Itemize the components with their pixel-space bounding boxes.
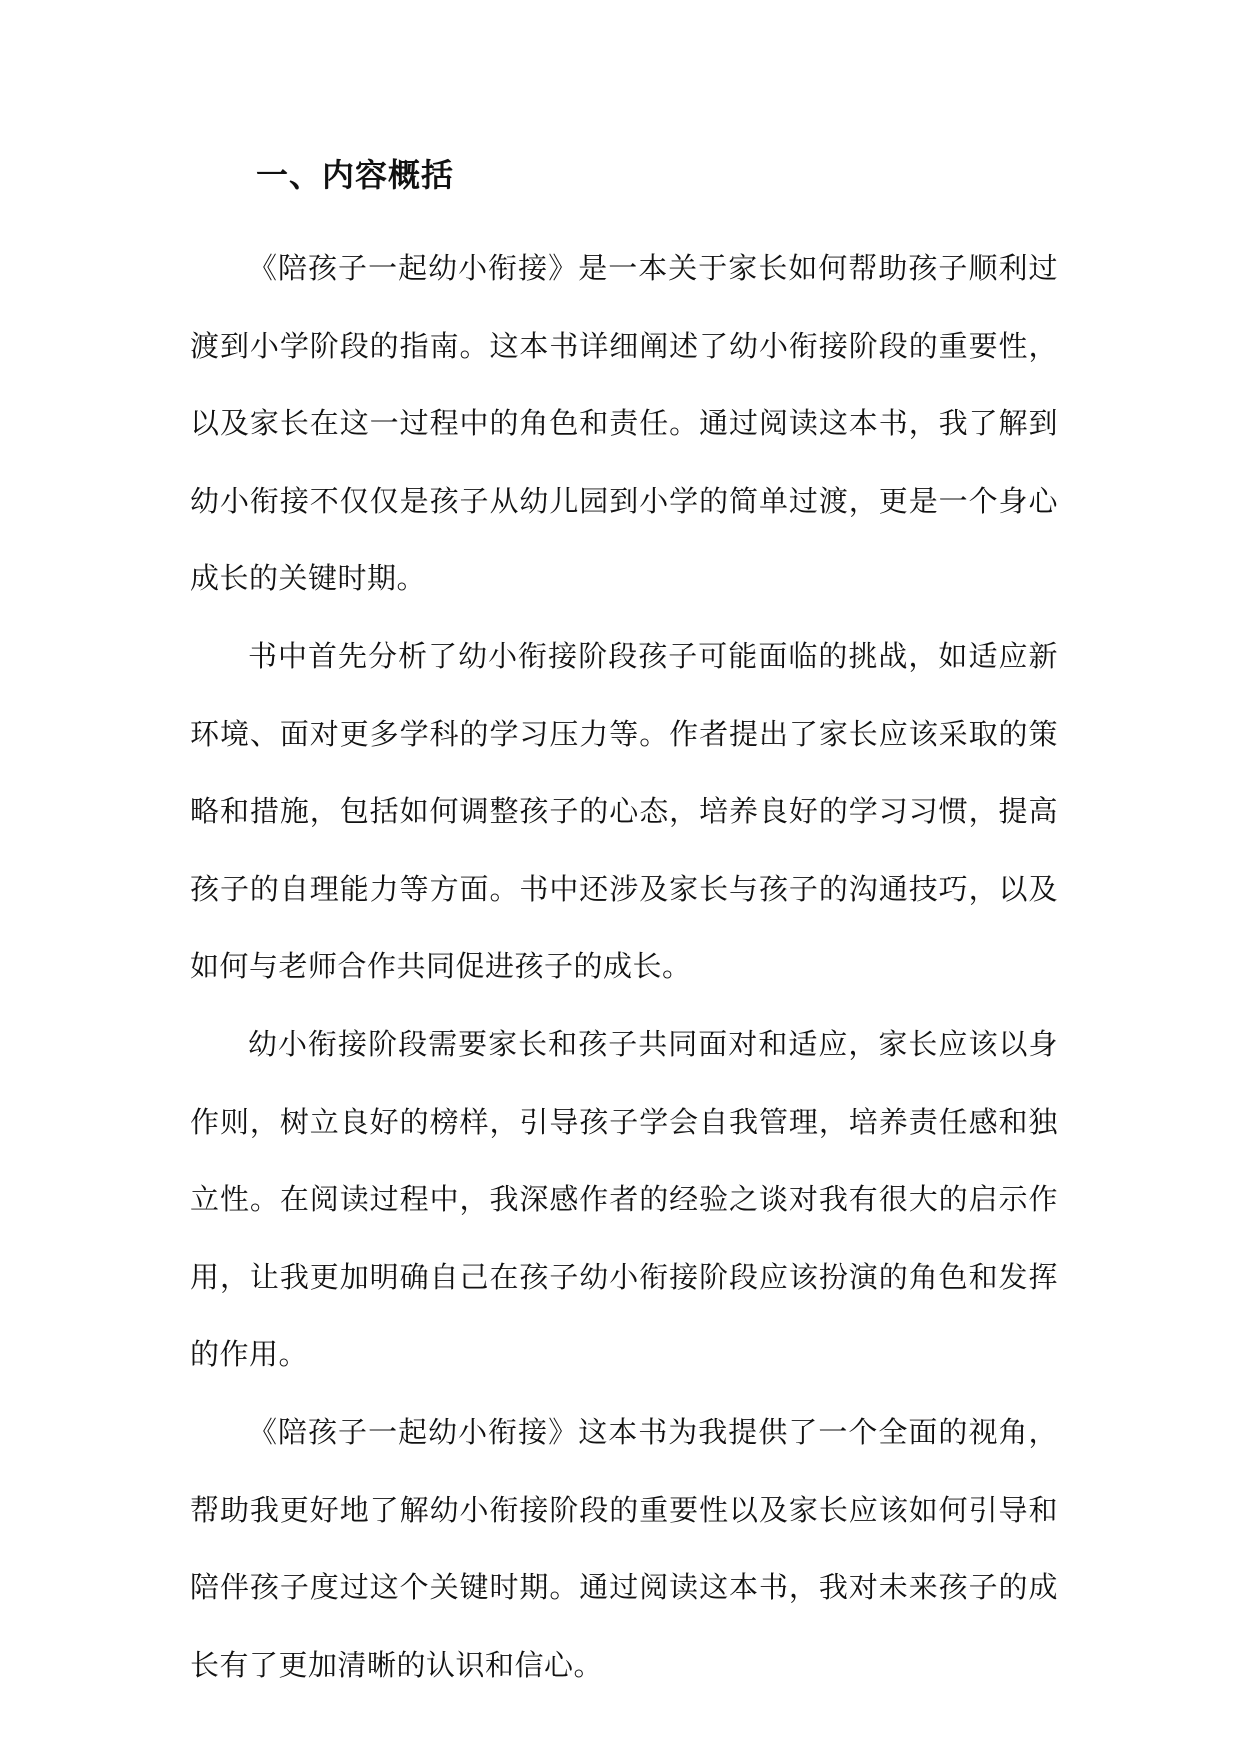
- paragraph-2: 书中首先分析了幼小衔接阶段孩子可能面临的挑战，如适应新环境、面对更多学科的学习压力等。作者提出了家长应该采取的策略和措施，包括如何调整孩子的心态，培养良好的学习习惯，提高孩子的自理能力等方面。书中还涉及家长与孩子的沟通技巧，以及如何与老师合作共同促进孩子的成长。: [190, 638, 1058, 984]
- paragraph-3: 幼小衔接阶段需要家长和孩子共同面对和适应，家长应该以身作则，树立良好的榜样，引导孩子学会自我管理，培养责任感和独立性。在阅读过程中，我深感作者的经验之谈对我有很大的启示作用，让我更加明确自己在孩子幼小衔接阶段应该扮演的角色和发挥的作用。: [190, 1026, 1058, 1372]
- paragraph-1: 《陪孩子一起幼小衔接》是一本关于家长如何帮助孩子顺利过渡到小学阶段的指南。这本书详细阐述了幼小衔接阶段的重要性，以及家长在这一过程中的角色和责任。通过阅读这本书，我了解到幼小衔接不仅仅是孩子从幼儿园到小学的简单过渡，更是一个身心成长的关键时期。: [190, 251, 1058, 596]
- paragraph-4: 《陪孩子一起幼小衔接》这本书为我提供了一个全面的视角，帮助我更好地了解幼小衔接阶段的重要性以及家长应该如何引导和陪伴孩子度过这个关键时期。通过阅读这本书，我对未来孩子的成长有了更加清晰的认识和信心。: [190, 1414, 1058, 1682]
- section-heading: 一、内容概括: [256, 156, 455, 194]
- document-body: [190, 230, 1058, 1704]
